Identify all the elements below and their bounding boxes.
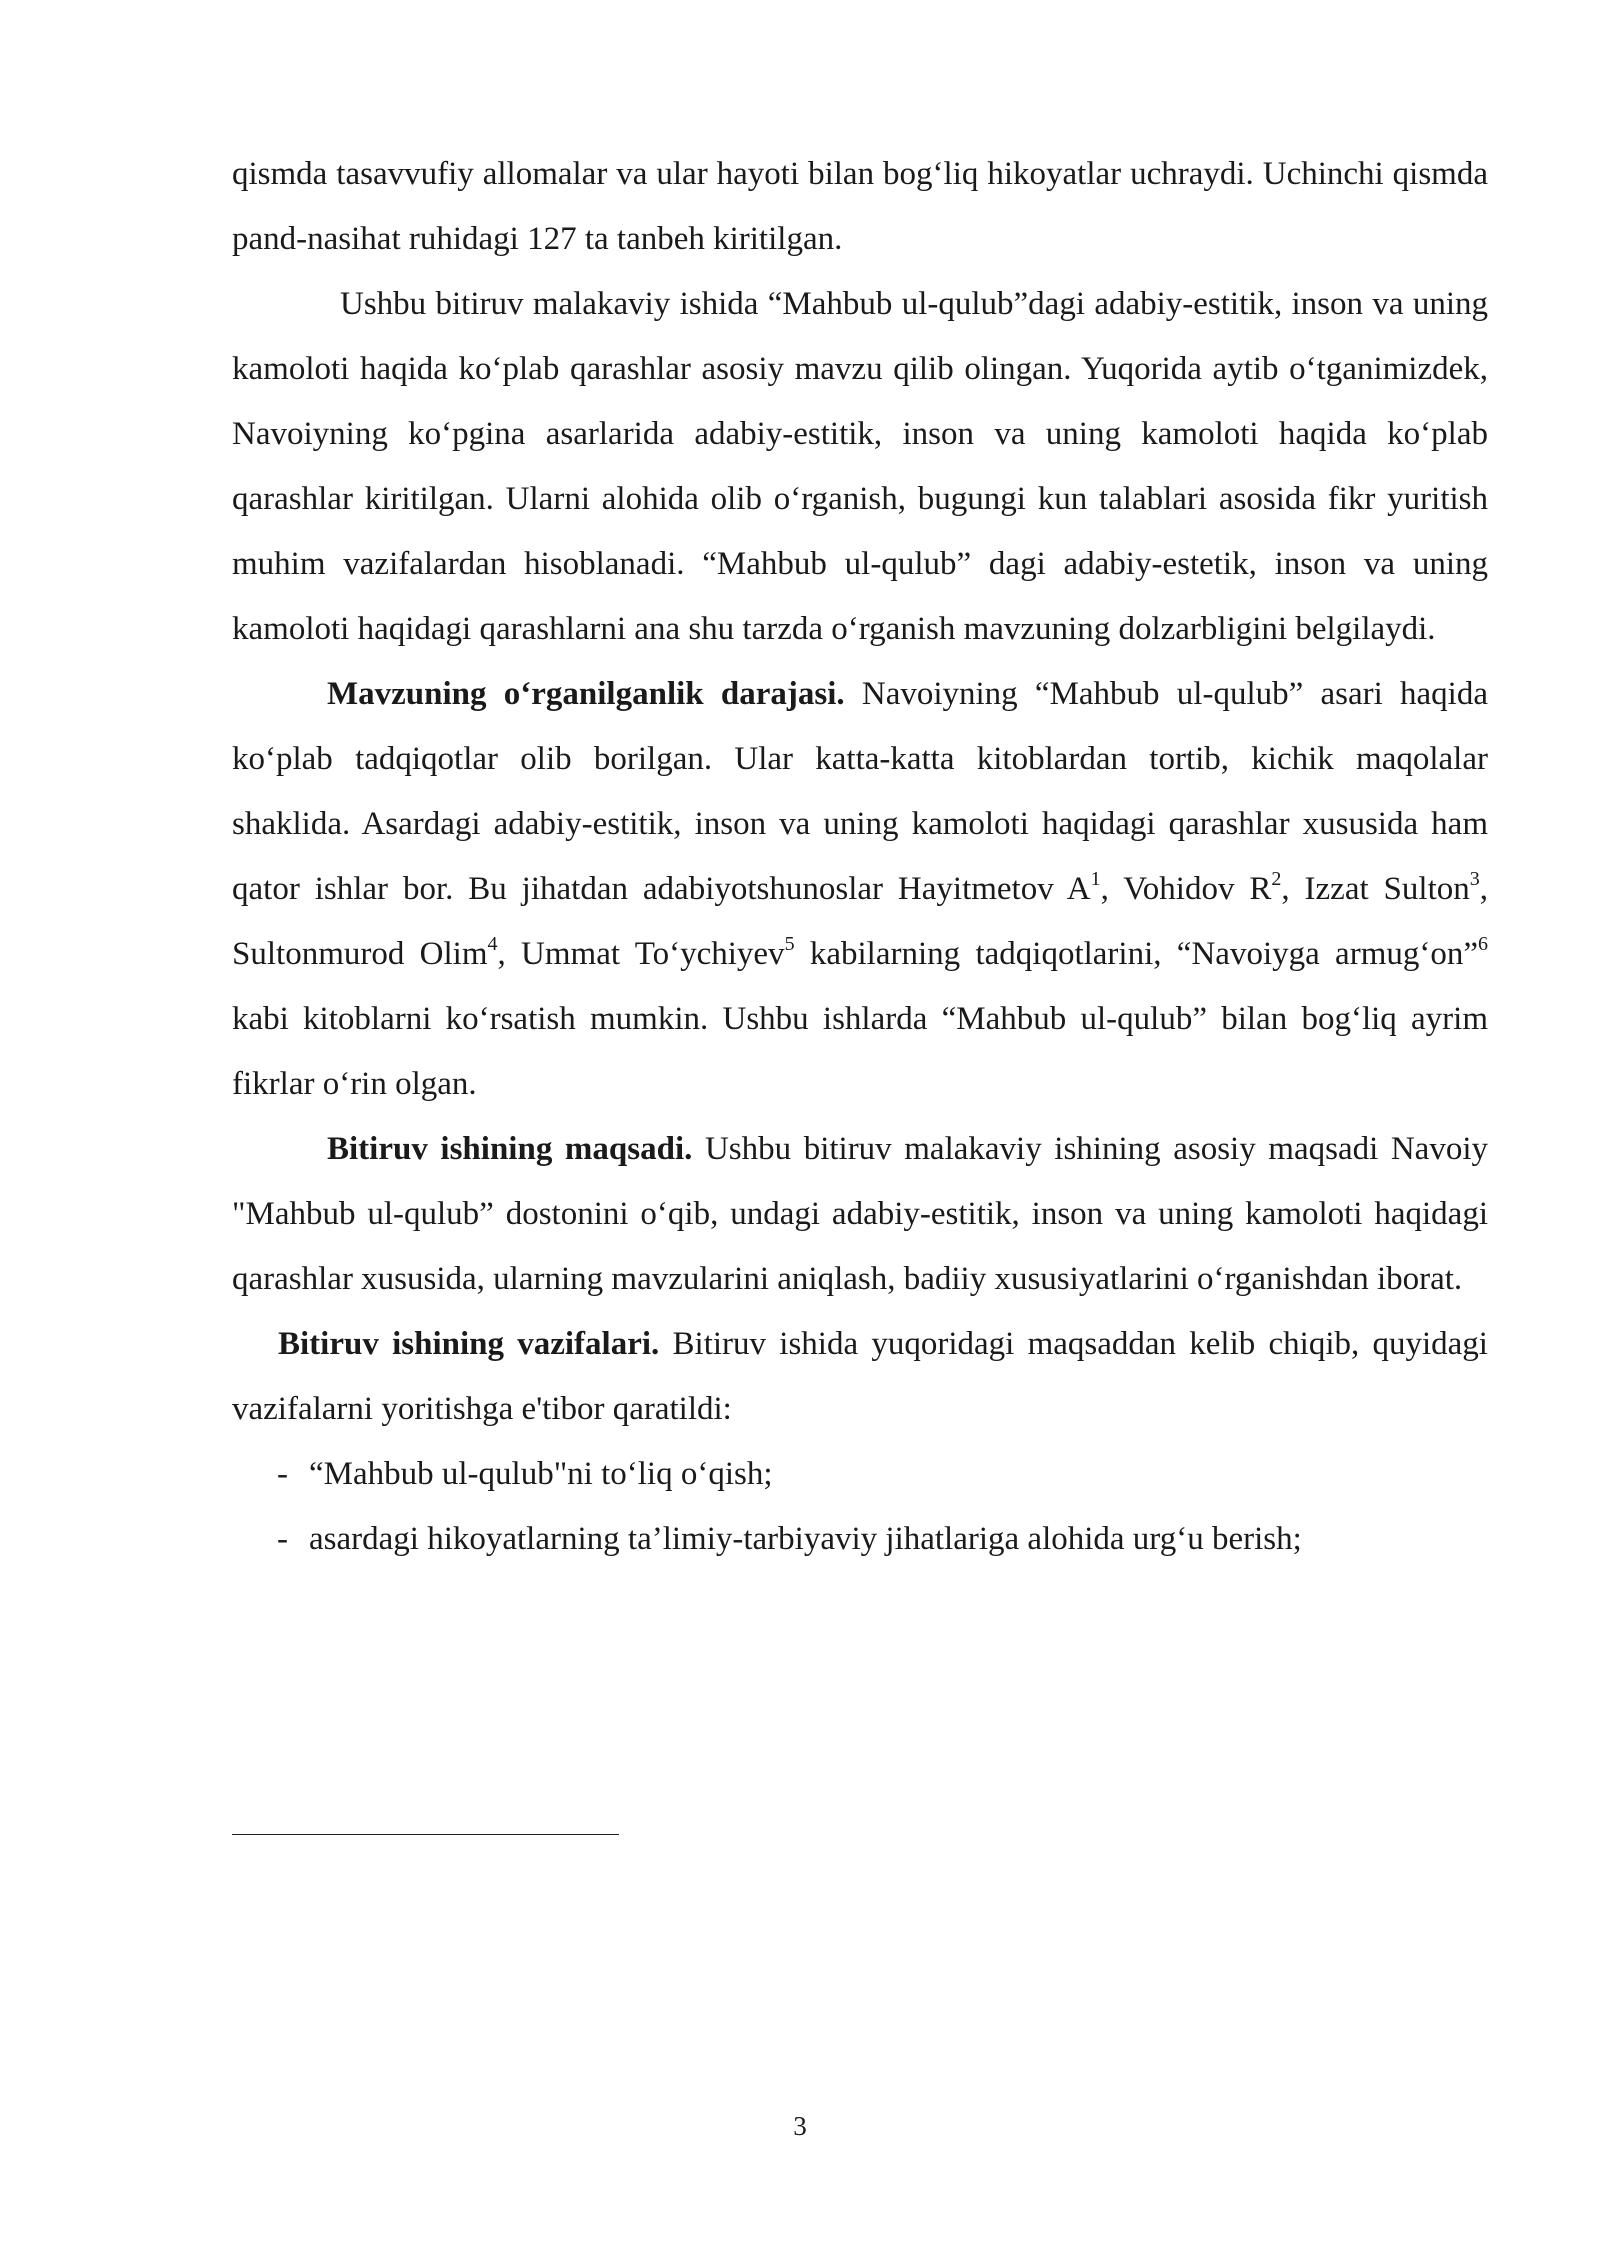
list-item [232,1442,1488,1507]
paragraph-text: Ushbu bitiruv malakaviy ishida “Mahbub ul-qulub”dagi adabiy-estitik, inson va uning kamoloti haqida ko‘plab qarashlar asosiy mavzu qilib olingan. Yuqorida aytib o‘tganimizdek, Navoiyning ko‘pgina asarlarida adabiy-estitik, inson va uning kamoloti haqida ko‘plab qarashlar kiritilgan. Ularni alohida olib o‘rganish, bugungi kun talablari asosida fikr yuritish muhim vazifalardan hisoblanadi. “Mahbub ul-qulub” dagi adabiy-estetik, inson va uning kamoloti haqidagi qarashlarni ana shu tarzda o‘rganish mavzuning dolzarbligini belgilaydi. [232,286,1488,647]
list-dash: - [277,1456,288,1492]
paragraph-text: qismda tasavvufiy allomalar va ular hayoti bilan bog‘liq hikoyatlar uchraydi. Uchinchi qismda pand-nasihat ruhidagi 127 ta tanbeh kiritilgan. [232,156,1488,257]
paragraph-text: , Vohidov R [1100,871,1272,907]
document-body [232,142,1488,1572]
paragraph-text: Bitiruv ishida yuqoridagi maqsaddan kelib chiqib, quyidagi vazifalarni yoritishga e'tibor qaratildi: [232,1326,1488,1427]
footnote-ref-2: 2 [1271,868,1282,890]
paragraph-text: , Ummat To‘ychiyev [497,936,785,972]
paragraph-text: , Sultonmurod Olim [232,871,1488,972]
paragraph-text: , Izzat Sulton [1281,871,1470,907]
paragraph-topic-relevance [232,272,1488,662]
footnote-ref-1: 1 [1090,868,1101,890]
paragraph-purpose [232,1117,1488,1312]
footnote-ref-3: 3 [1469,868,1480,890]
footnote-ref-5: 5 [784,933,795,955]
footnote-ref-4: 4 [487,933,498,955]
footnote-ref-6: 6 [1478,933,1489,955]
section-heading-purpose: Bitiruv ishining maqsadi. [327,1131,693,1167]
list-item-text: asardagi hikoyatlarning ta’limiy-tarbiyaviy jihatlariga alohida urg‘u berish; [309,1521,1302,1557]
paragraph-research-degree [232,662,1488,1117]
list-item [232,1507,1488,1572]
paragraph-intro-continuation [232,142,1488,272]
paragraph-text: Navoiyning “Mahbub ul-qulub” asari haqida ko‘plab tadqiqotlar olib borilgan. Ular katta-katta kitoblardan tortib, kichik maqolalar shaklida. Asardagi adabiy-estitik, inson va uning kamoloti haqidagi qarashlar xususida ham qator ishlar bor. Bu jihatdan adabiyotshunoslar Hayitmetov A [232,676,1489,907]
paragraph-text: Ushbu bitiruv malakaviy ishining asosiy maqsadi Navoiy "Mahbub ul-qulub” dostonini o‘qib, undagi adabiy-estitik, inson va uning kamoloti haqidagi qarashlar xususida, ularning mavzularini aniqlash, badiiy xususiyatlarini o‘rganishdan iborat. [232,1131,1488,1297]
paragraph-text: kabi kitoblarni ko‘rsatish mumkin. Ushbu ishlarda “Mahbub ul-qulub” bilan bog‘liq ayrim fikrlar o‘rin olgan. [232,1001,1488,1102]
footnote-separator [232,1834,619,1835]
page-number: 3 [793,2111,807,2141]
section-heading-tasks: Bitiruv ishining vazifalari. [278,1326,660,1362]
list-item-text: “Mahbub ul-qulub"ni to‘liq o‘qish; [309,1456,773,1492]
paragraph-text: kabilarning tadqiqotlarini, “Navoiyga armug‘on” [794,936,1479,972]
section-heading-research-degree: Mavzuning o‘rganilganlik darajasi. [327,676,845,712]
list-dash: - [277,1521,288,1557]
paragraph-tasks [232,1312,1488,1442]
